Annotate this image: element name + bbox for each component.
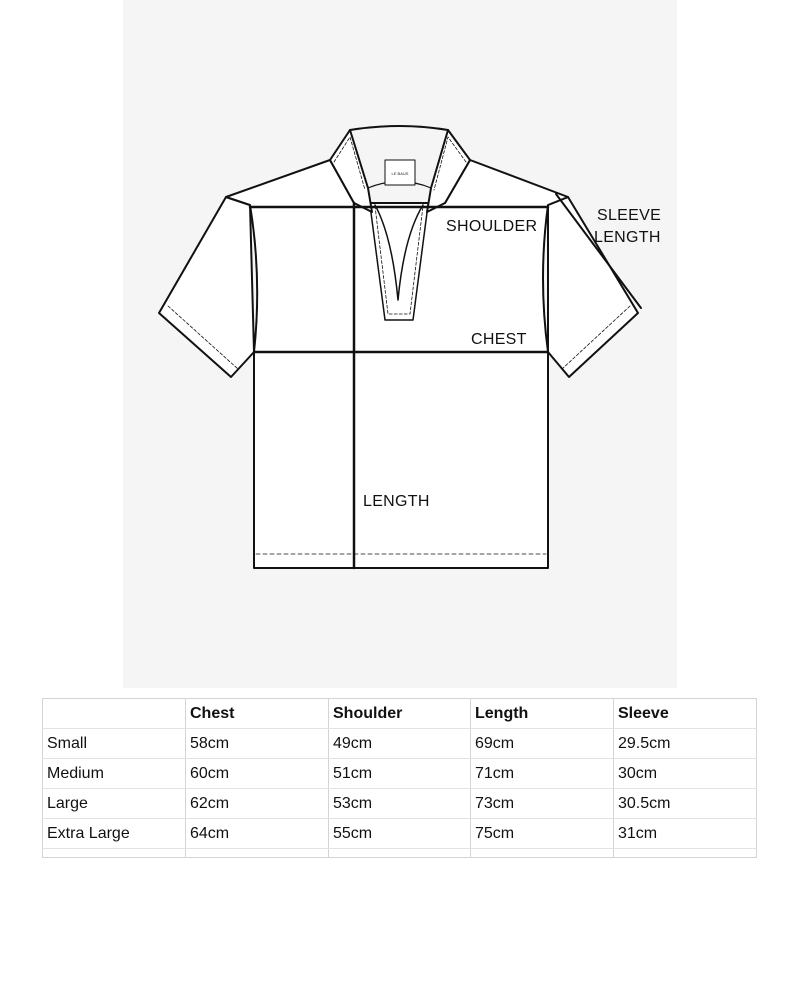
table-row (43, 759, 757, 789)
diagram-panel (123, 0, 677, 688)
size-name-cell: Medium (43, 759, 186, 789)
length-cell: 73cm (471, 789, 614, 819)
sleeve-label-line1: SLEEVE (597, 207, 662, 224)
chest-cell: 58cm (186, 729, 329, 759)
left-sleeve (159, 197, 254, 377)
size-chart-table (42, 698, 757, 858)
length-label: LENGTH (363, 493, 430, 510)
sleeve-cell: 30cm (614, 759, 757, 789)
size-name-cell: Extra Large (43, 819, 186, 849)
table-row (43, 729, 757, 759)
shoulder-label: SHOULDER (446, 218, 538, 235)
brand-tag-text: LE BAUS (391, 171, 409, 176)
shoulder-cell: 55cm (329, 819, 471, 849)
sleeve-label-line2: LENGTH (594, 229, 661, 246)
table-spacer-row (43, 849, 757, 858)
sleeve-cell: 30.5cm (614, 789, 757, 819)
length-cell: 69cm (471, 729, 614, 759)
header-cell-chest: Chest (186, 699, 329, 729)
header-cell-size (43, 699, 186, 729)
size-name-cell: Large (43, 789, 186, 819)
length-cell: 75cm (471, 819, 614, 849)
header-cell-sleeve: Sleeve (614, 699, 757, 729)
chest-cell: 64cm (186, 819, 329, 849)
sleeve-cell: 31cm (614, 819, 757, 849)
shoulder-cell: 51cm (329, 759, 471, 789)
table-header-row (43, 699, 757, 729)
size-name-cell: Small (43, 729, 186, 759)
shoulder-cell: 53cm (329, 789, 471, 819)
table-row (43, 789, 757, 819)
chest-cell: 62cm (186, 789, 329, 819)
length-cell: 71cm (471, 759, 614, 789)
header-cell-length: Length (471, 699, 614, 729)
header-cell-shoulder: Shoulder (329, 699, 471, 729)
table-row (43, 819, 757, 849)
sleeve-cell: 29.5cm (614, 729, 757, 759)
shoulder-cell: 49cm (329, 729, 471, 759)
chest-cell: 60cm (186, 759, 329, 789)
chest-label: CHEST (471, 331, 527, 348)
shirt-diagram (123, 0, 677, 688)
